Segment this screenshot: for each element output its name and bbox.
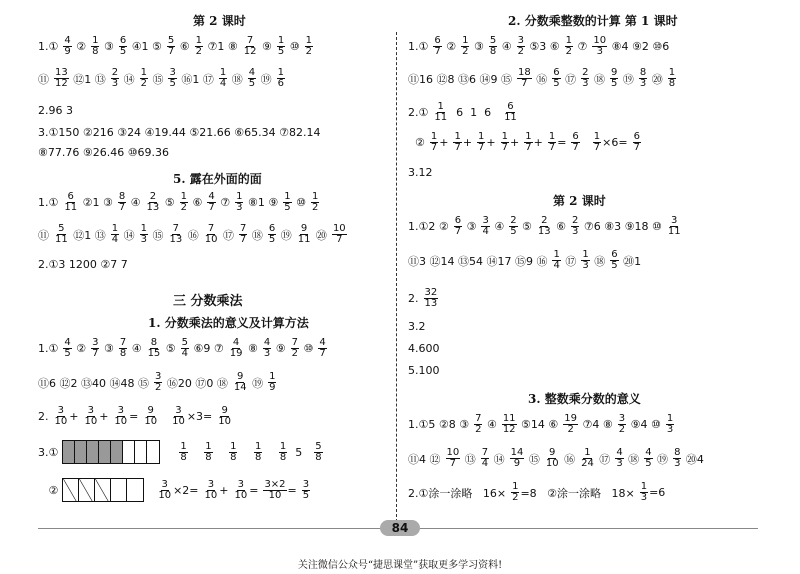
section-title: 3. 整数乘分数的意义 — [528, 392, 641, 406]
answer-row: ② $\frac{3}{10}$ ×2= $\frac{3}{10}$ + $\frac{3}{10}$ = $\frac{3\times 2}{10}$ = $\frac{3}{5}$ — [38, 478, 310, 501]
answer-row: 3.①150 ②216 ③24 ④19.44 ⑤21.66 ⑥65.34 ⑦82.14 — [38, 126, 321, 139]
answer-row: 2.①涂一涂略 16× $\frac{1}{2}$ =8 ②涂一涂略 18× $\frac{1}{3}$ =6 — [408, 481, 666, 503]
left-column — [38, 0, 388, 520]
answer-row: ② $\frac{1}{7}$ + $\frac{1}{7}$ + $\frac{1}{7}$ + $\frac{1}{7}$ + $\frac{1}{7}$ + $\frac{1}{7}$ = $\frac{6}{7}$ $\frac{1}{7}$ ×6= $\frac{6}{7}$ — [408, 131, 640, 153]
page-number: 84 — [380, 520, 420, 536]
right-column — [408, 0, 758, 520]
section-title: 5. 露在外面的面 — [173, 172, 262, 186]
answer-row: 2. $\frac{3}{10}$ + $\frac{3}{10}$ + $\frac{3}{10}$ = $\frac{9}{10}$ $\frac{3}{10}$ ×3= $\frac{9}{10}$ — [38, 405, 231, 427]
footer-text: 关注微信公众号“捷思课堂”获取更多学习资料! — [297, 560, 503, 571]
answer-row: 1.① $\frac{4}{5}$ ② $\frac{3}{7}$ ③ $\frac{7}{8}$ ④ $\frac{8}{15}$ ⑤ $\frac{5}{4}$ ⑥9 ⑦ $\frac{4}{19}$ ⑧ $\frac{4}{3}$ ⑨ $\frac{7}{2}$ ⑩ $\frac{4}{7}$ — [38, 337, 326, 359]
answer-row: 4.600 — [408, 342, 440, 355]
answer-row: ⑧77.76 ⑨26.46 ⑩69.36 — [38, 146, 170, 159]
answer-row: 5.100 — [408, 364, 440, 377]
section-title: 2. 分数乘整数的计算 第 1 课时 — [508, 14, 678, 28]
answer-row: ⑪16 ⑫8 ⑬6 ⑭9 ⑮ $\frac{18}{7}$ ⑯ $\frac{6}{5}$ ⑰ $\frac{2}{3}$ ⑱ $\frac{9}{5}$ ⑲ $\frac{8}{3}$ ⑳ $\frac{1}{8}$ — [408, 67, 676, 89]
answer-row: ⑪4 ⑫ $\frac{10}{7}$ ⑬ $\frac{7}{4}$ ⑭ $\frac{14}{9}$ ⑮ $\frac{9}{10}$ ⑯ $\frac{1}{24}$ ⑰ $\frac{4}{3}$ ⑱ $\frac{4}{5}$ ⑲ $\frac{8}{3}$ ⑳4 — [408, 447, 704, 469]
answer-row: 2.① $\frac{1}{11}$ 6 1 6 $\frac{6}{11}$ — [408, 101, 517, 123]
section-title: 1. 分数乘法的意义及计算方法 — [148, 316, 309, 330]
fraction-grid — [62, 440, 160, 464]
answer-row: ⑪ $\frac{5}{11}$ ⑫1 ⑬ $\frac{1}{4}$ ⑭ $\frac{1}{3}$ ⑮ $\frac{7}{13}$ ⑯ $\frac{7}{10}$ ⑰ $\frac{7}{7}$ ⑱ $\frac{6}{5}$ ⑲ $\frac{9}{11}$ ⑳ $\frac{10}{7}$ — [38, 223, 346, 245]
answer-row: 1.① $\frac{4}{9}$ ② $\frac{1}{8}$ ③ $\frac{6}{5}$ ④1 ⑤ $\frac{5}{7}$ ⑥ $\frac{1}{2}$ ⑦1 ⑧ $\frac{7}{12}$ ⑨ $\frac{1}{5}$ ⑩ $\frac{1}{2}$ — [38, 35, 312, 57]
answer-row: 2. $\frac{32}{13}$ — [408, 287, 438, 309]
answer-row: 1.①2 ② $\frac{6}{7}$ ③ $\frac{3}{4}$ ④ $\frac{2}{5}$ ⑤ $\frac{2}{13}$ ⑥ $\frac{2}{3}$ ⑦6 ⑧3 ⑨18 ⑩ $\frac{3}{11}$ — [408, 215, 681, 237]
fraction-grid — [62, 478, 144, 502]
chapter-title: 三 分数乘法 — [173, 294, 243, 309]
answer-row: 1.① $\frac{6}{7}$ ② $\frac{1}{2}$ ③ $\frac{5}{8}$ ④ $\frac{3}{2}$ ⑤3 ⑥ $\frac{1}{2}$ ⑦ $\frac{10}{3}$ ⑧4 ⑨2 ⑩6 — [408, 35, 670, 57]
answer-row: 2.①3 1200 ②7 7 — [38, 258, 128, 271]
answer-row: ⑪3 ⑫14 ⑬54 ⑭17 ⑮9 ⑯ $\frac{1}{4}$ ⑰ $\frac{1}{3}$ ⑱ $\frac{6}{5}$ ⑳1 — [408, 249, 642, 271]
section-title: 第 2 课时 — [553, 194, 606, 208]
answer-row: ⑪ $\frac{13}{12}$ ⑫1 ⑬ $\frac{2}{3}$ ⑭ $\frac{1}{2}$ ⑮ $\frac{3}{5}$ ⑯1 ⑰ $\frac{1}{4}$ ⑱ $\frac{4}{5}$ ⑲ $\frac{1}{6}$ — [38, 67, 284, 89]
column-divider — [396, 32, 397, 522]
answer-row: 2.96 3 — [38, 104, 73, 117]
answer-row: 1.①5 ②8 ③ $\frac{7}{2}$ ④ $\frac{11}{12}$ ⑤14 ⑥ $\frac{19}{2}$ ⑦4 ⑧ $\frac{3}{2}$ ⑨4 ⑩ $\frac{1}{3}$ — [408, 413, 674, 435]
answer-row: 3.2 — [408, 320, 426, 333]
answer-row: ⑪6 ⑫2 ⑬40 ⑭48 ⑮ $\frac{3}{2}$ ⑯20 ⑰0 ⑱ $\frac{9}{14}$ ⑲ $\frac{1}{9}$ — [38, 371, 276, 393]
section-title: 第 2 课时 — [193, 14, 246, 28]
answer-row: 1.① $\frac{6}{11}$ ②1 ③ $\frac{8}{7}$ ④ $\frac{2}{13}$ ⑤ $\frac{1}{2}$ ⑥ $\frac{4}{7}$ ⑦ $\frac{1}{3}$ ⑧1 ⑨ $\frac{1}{5}$ ⑩ $\frac{1}{2}$ — [38, 191, 319, 213]
answer-row: 3.12 — [408, 166, 433, 179]
answer-row: 3.① $\frac{1}{8}$ $\frac{1}{8}$ $\frac{1}{8}$ $\frac{1}{8}$ $\frac{1}{8}$ 5 $\frac{5}{8}$ — [38, 440, 322, 463]
